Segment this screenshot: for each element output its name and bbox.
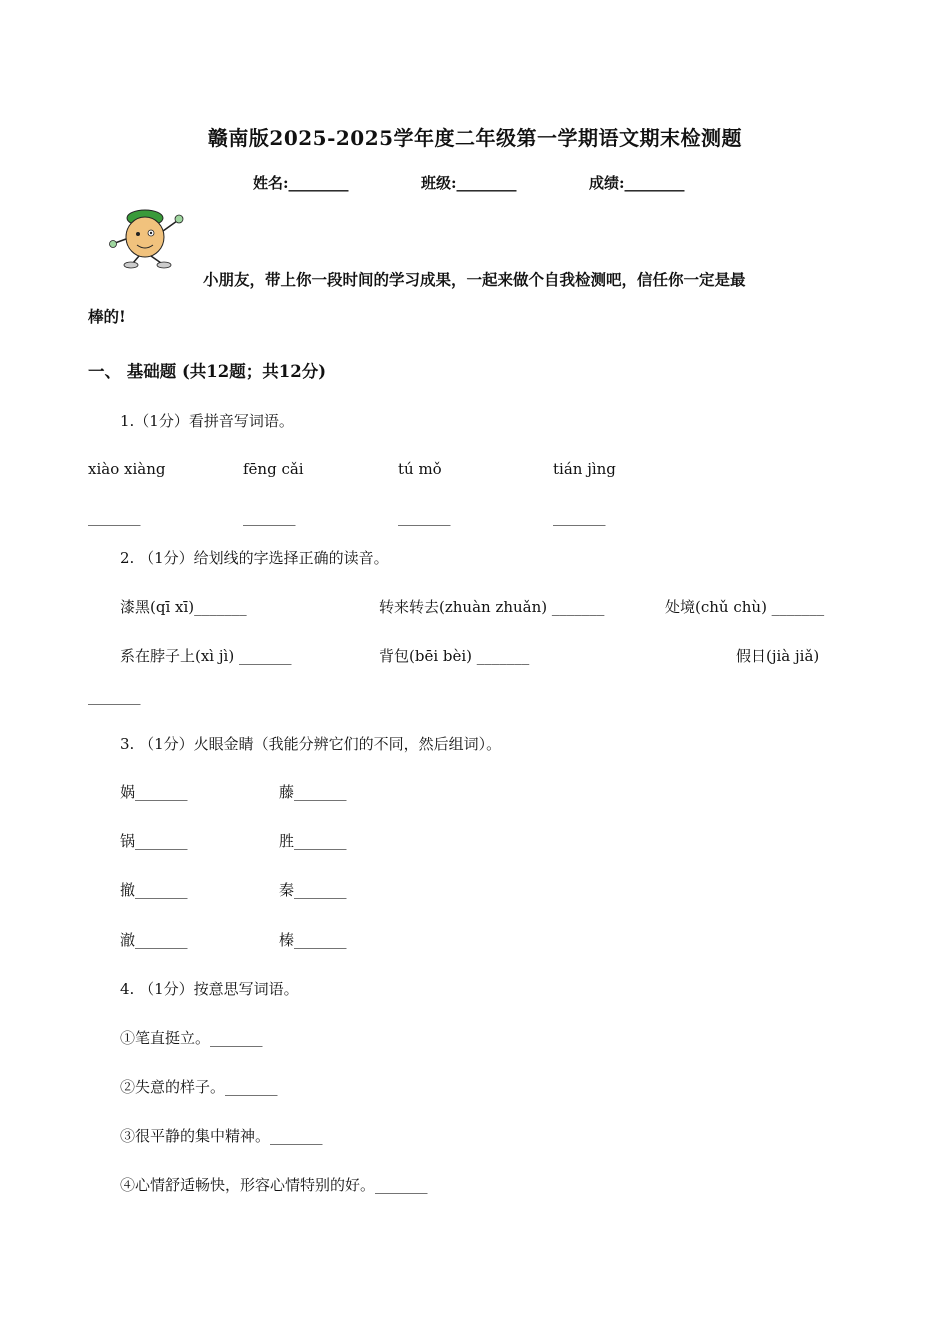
word-group-item[interactable]: 锅_______ xyxy=(120,832,188,850)
reading-choice-3[interactable]: 处境(chǔ chù) _______ xyxy=(665,598,825,616)
name-field: 姓名:________ xyxy=(253,174,349,192)
word-group-item[interactable]: 澈_______ xyxy=(120,931,188,949)
mascot-illustration xyxy=(105,205,191,271)
reading-choice-1[interactable]: 漆黑(qī xī)_______ xyxy=(120,598,247,616)
word-group-item[interactable]: 秦_______ xyxy=(279,881,347,899)
intro-line-1: 小朋友，带上你一段时间的学习成果，一起来做个自我检测吧，信任你一定是最 xyxy=(203,270,746,289)
pinyin-2: fēng cǎi xyxy=(243,460,304,478)
reading-choice-4[interactable]: 系在脖子上(xì jì) _______ xyxy=(120,647,292,665)
meaning-item-3[interactable]: ③很平静的集中精神。_______ xyxy=(120,1127,323,1145)
reading-choice-2[interactable]: 转来转去(zhuàn zhuǎn) _______ xyxy=(379,598,605,616)
meaning-item-4[interactable]: ④心情舒适畅快，形容心情特别的好。_______ xyxy=(120,1176,428,1194)
meaning-item-2[interactable]: ②失意的样子。_______ xyxy=(120,1078,278,1096)
word-group-item[interactable]: 撤_______ xyxy=(120,881,188,899)
page-title: 赣南版2025-2025学年度二年级第一学期语文期末检测题 xyxy=(207,126,743,150)
question-2-prompt: 2. （1分）给划线的字选择正确的读音。 xyxy=(120,549,389,567)
word-group-item[interactable]: 娲_______ xyxy=(120,783,188,801)
score-field: 成绩:________ xyxy=(589,174,685,192)
reading-choice-6[interactable]: 假日(jià jiǎ) xyxy=(736,647,820,665)
reading-choice-5[interactable]: 背包(bēi bèi) _______ xyxy=(379,647,530,665)
word-group-item[interactable]: 藤_______ xyxy=(279,783,347,801)
class-field: 班级:________ xyxy=(421,174,517,192)
section-heading: 一、 基础题 (共12题；共12分) xyxy=(88,362,327,381)
pinyin-4: tián jìng xyxy=(553,460,616,478)
question-1-prompt: 1.（1分）看拼音写词语。 xyxy=(120,412,294,430)
answer-blank-1[interactable]: _______ xyxy=(88,508,141,526)
word-group-item[interactable]: 胜_______ xyxy=(279,832,347,850)
reading-choice-6-blank[interactable]: _______ xyxy=(88,687,141,705)
answer-blank-4[interactable]: _______ xyxy=(553,508,606,526)
question-3-prompt: 3. （1分）火眼金睛（我能分辨它们的不同，然后组词）。 xyxy=(120,735,502,753)
answer-blank-2[interactable]: _______ xyxy=(243,508,296,526)
pinyin-1: xiào xiàng xyxy=(88,460,166,478)
question-4-prompt: 4. （1分）按意思写词语。 xyxy=(120,980,299,998)
word-group-item[interactable]: 榛_______ xyxy=(279,931,347,949)
pinyin-3: tú mǒ xyxy=(398,460,442,478)
meaning-item-1[interactable]: ①笔直挺立。_______ xyxy=(120,1029,263,1047)
answer-blank-3[interactable]: _______ xyxy=(398,508,451,526)
intro-line-2: 棒的! xyxy=(88,307,126,326)
